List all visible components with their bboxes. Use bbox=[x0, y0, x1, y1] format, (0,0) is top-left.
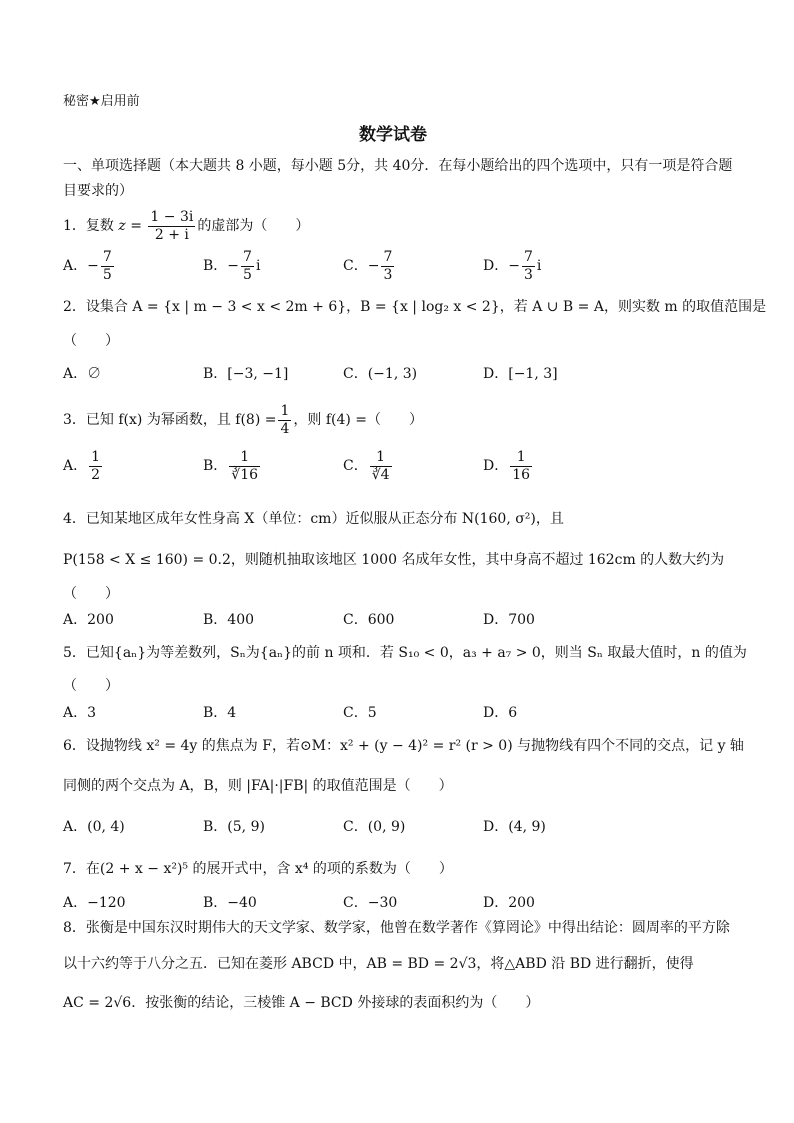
option-c[interactable]: C．600 bbox=[343, 612, 395, 628]
option-c[interactable]: C． $\frac{1}{∛4}$ bbox=[343, 449, 390, 483]
question-5-cont: （ ） bbox=[63, 678, 119, 694]
option-b[interactable]: B．4 bbox=[203, 705, 237, 721]
question-4-line3: （ ） bbox=[63, 586, 119, 602]
option-a[interactable]: A．200 bbox=[63, 612, 114, 628]
option-b[interactable]: B． $\frac{1}{∛16}$ bbox=[203, 449, 259, 483]
option-c[interactable]: C．− $\frac{7}{3}$ bbox=[343, 249, 393, 283]
confidential-label: 秘密★启用前 bbox=[63, 94, 140, 109]
option-c[interactable]: C．−30 bbox=[343, 895, 398, 911]
question-6-line2: 同侧的两个交点为 A，B，则 |FA|·|FB| 的取值范围是（ ） bbox=[63, 778, 453, 794]
option-c[interactable]: C．(−1, 3) bbox=[343, 366, 418, 382]
option-d[interactable]: D．700 bbox=[483, 612, 535, 628]
question-8: 8．张衡是中国东汉时期伟大的天文学家、数学家，他曾在数学著作《算罔论》中得出结论：圆周率的平方除 bbox=[63, 920, 730, 936]
question-2: 2．设集合 A = {x | m − 3 < x < 2m + 6}，B = {x | log₂ x < 2}，若 A ∪ B = A，则实数 m 的取值范围是 bbox=[63, 299, 767, 315]
page-title: 数学试卷 bbox=[359, 125, 427, 145]
option-a[interactable]: A．−120 bbox=[63, 895, 126, 911]
question-4-line2: P(158 < X ≤ 160) = 0.2，则随机抽取该地区 1000 名成年女性，其中身高不超过 162cm 的人数大约为 bbox=[63, 552, 725, 568]
question-5: 5．已知{aₙ}为等差数列，Sₙ为{aₙ}的前 n 项和．若 S₁₀ < 0，a₃ + a₇ > 0，则当 Sₙ 取最大值时，n 的值为 bbox=[63, 645, 747, 661]
question-8-line2: 以十六约等于八分之五．已知在菱形 ABCD 中，AB = BD = 2√3，将△ABD 沿 BD 进行翻折，使得 bbox=[63, 956, 694, 972]
option-d[interactable]: D．6 bbox=[483, 705, 518, 721]
option-a[interactable]: A．∅ bbox=[63, 366, 102, 382]
option-b[interactable]: B．−40 bbox=[203, 895, 257, 911]
option-b[interactable]: B．(5, 9) bbox=[203, 819, 265, 835]
option-c[interactable]: C．(0, 9) bbox=[343, 819, 406, 835]
section-heading: 一、单项选择题（本大题共 8 小题，每小题 5分，共 40分．在每小题给出的四个选项中，只有一项是符合题 bbox=[63, 158, 733, 174]
fraction: $\frac{1 - 3i}{2 + i}$ bbox=[150, 209, 194, 243]
question-6: 6．设抛物线 x² = 4y 的焦点为 F，若⊙M：x² + (y − 4)² = r² (r > 0) 与抛物线有四个不同的交点，记 y 轴 bbox=[63, 738, 744, 754]
option-d[interactable]: D．− $\frac{7}{3}$ i bbox=[483, 249, 542, 283]
option-b[interactable]: B．400 bbox=[203, 612, 255, 628]
question-4: 4．已知某地区成年女性身高 X（单位：cm）近似服从正态分布 N(160, σ²)，且 bbox=[63, 511, 564, 527]
question-7: 7．在(2 + x − x²)⁵ 的展开式中，含 x⁴ 的项的系数为（ ） bbox=[63, 861, 453, 877]
option-a[interactable]: A．(0, 4) bbox=[63, 819, 125, 835]
option-d[interactable]: D．(4, 9) bbox=[483, 819, 546, 835]
option-a[interactable]: A．− $\frac{7}{5}$ bbox=[63, 249, 112, 283]
option-d[interactable]: D．200 bbox=[483, 895, 535, 911]
question-8-line3: AC = 2√6．按张衡的结论，三棱锥 A − BCD 外接球的表面积约为（ ） bbox=[63, 995, 540, 1011]
question-3: 3．已知 f(x) 为幂函数，且 f(8) = $\frac{1}{4}$ ，则 f(4) =（ ） bbox=[63, 403, 424, 437]
option-a[interactable]: A．3 bbox=[63, 705, 97, 721]
option-d[interactable]: D． $\frac{1}{16}$ bbox=[483, 449, 531, 483]
option-d[interactable]: D．[−1, 3] bbox=[483, 366, 558, 382]
question-1: 1．复数 z = $\frac{1 - 3i}{2 + i}$ 的虚部为（ ） bbox=[63, 209, 310, 243]
option-c[interactable]: C．5 bbox=[343, 705, 377, 721]
section-heading-cont: 目要求的） bbox=[63, 183, 133, 199]
option-b[interactable]: B．[−3, −1] bbox=[203, 366, 289, 382]
option-b[interactable]: B．− $\frac{7}{5}$ i bbox=[203, 249, 261, 283]
option-a[interactable]: A． $\frac{1}{2}$ bbox=[63, 449, 101, 483]
question-2-cont: （ ） bbox=[63, 333, 119, 349]
